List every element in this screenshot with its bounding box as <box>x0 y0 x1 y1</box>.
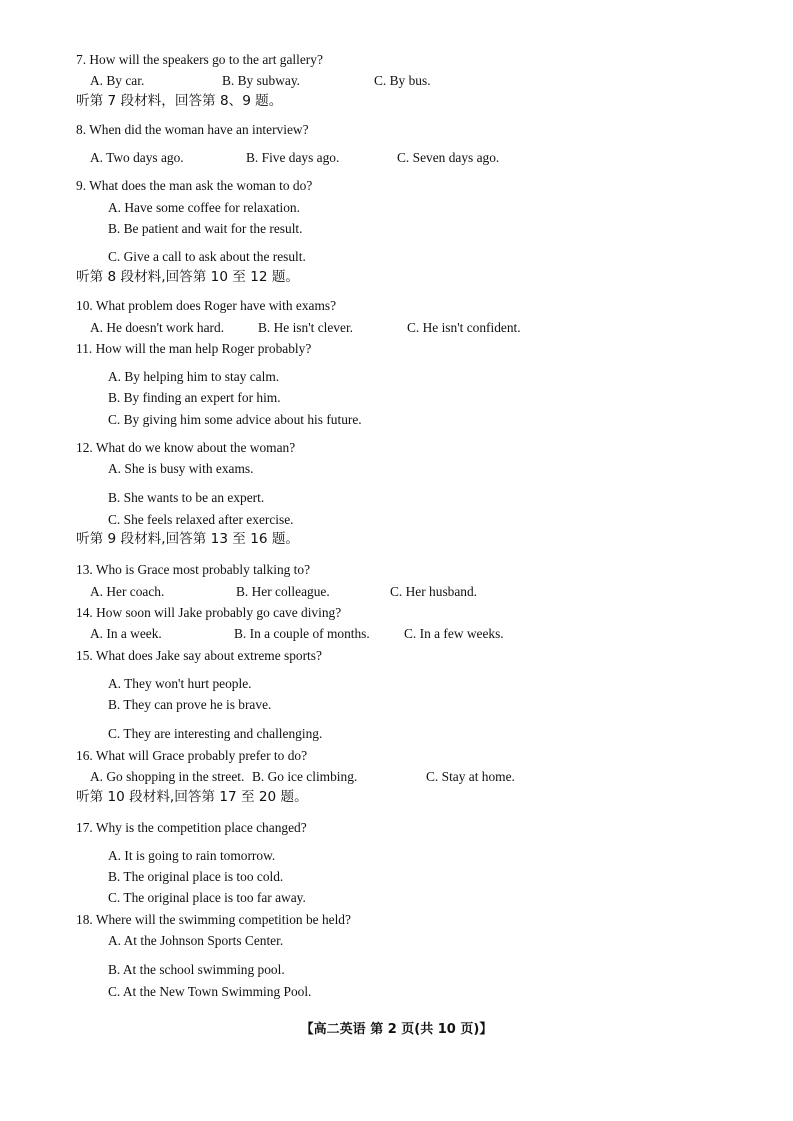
question-13-option-c: C. Her husband. <box>390 584 478 599</box>
question-16-option-b: B. Go ice climbing. <box>252 769 358 784</box>
question-13-stem: 13. Who is Grace most probably talking to? <box>76 562 311 577</box>
question-12-option-b: B. She wants to be an expert. <box>108 490 265 505</box>
question-13-option-b: B. Her colleague. <box>236 584 330 599</box>
question-13-option-a: A. Her coach. <box>90 584 165 599</box>
question-15-option-c: C. They are interesting and challenging. <box>108 726 323 741</box>
question-18-option-a: A. At the Johnson Sports Center. <box>108 933 284 948</box>
question-14-option-a: A. In a week. <box>90 626 162 641</box>
question-16-option-a: A. Go shopping in the street. <box>90 769 245 784</box>
question-14-option-c: C. In a few weeks. <box>404 626 504 641</box>
question-9-option-c: C. Give a call to ask about the result. <box>108 249 306 264</box>
question-8-option-c: C. Seven days ago. <box>397 150 500 165</box>
question-7-option-a: A. By car. <box>90 73 145 88</box>
question-18-option-b: B. At the school swimming pool. <box>108 962 285 977</box>
question-15-option-b: B. They can prove he is brave. <box>108 697 272 712</box>
question-9-stem: 9. What does the man ask the woman to do? <box>76 178 313 193</box>
question-10-option-c: C. He isn't confident. <box>407 320 521 335</box>
question-18-option-c: C. At the New Town Swimming Pool. <box>108 984 312 999</box>
question-12-option-c: C. She feels relaxed after exercise. <box>108 512 294 527</box>
question-11-stem: 11. How will the man help Roger probably? <box>76 341 312 356</box>
question-17-option-a: A. It is going to rain tomorrow. <box>108 848 276 863</box>
question-9-option-a: A. Have some coffee for relaxation. <box>108 200 300 215</box>
question-17-option-b: B. The original place is too cold. <box>108 869 284 884</box>
question-14-stem: 14. How soon will Jake probably go cave diving? <box>76 605 342 620</box>
question-16-stem: 16. What will Grace probably prefer to do? <box>76 748 308 763</box>
question-17-stem: 17. Why is the competition place changed? <box>76 820 307 835</box>
question-12-option-a: A. She is busy with exams. <box>108 461 254 476</box>
question-7-option-b: B. By subway. <box>222 73 300 88</box>
question-18-stem: 18. Where will the swimming competition be held? <box>76 912 351 927</box>
question-11-option-a: A. By helping him to stay calm. <box>108 369 280 384</box>
question-17-option-c: C. The original place is too far away. <box>108 890 306 905</box>
section-heading-9: 听第 9 段材料,回答第 13 至 16 题。 <box>76 531 300 547</box>
question-7-option-c: C. By bus. <box>374 73 431 88</box>
section-heading-8: 听第 8 段材料,回答第 10 至 12 题。 <box>76 269 300 285</box>
question-14-option-b: B. In a couple of months. <box>234 626 370 641</box>
question-15-stem: 15. What does Jake say about extreme sports? <box>76 648 322 663</box>
question-11-option-c: C. By giving him some advice about his future. <box>108 412 362 427</box>
question-9-option-b: B. Be patient and wait for the result. <box>108 221 303 236</box>
section-heading-7: 听第 7 段材料，回答第 8、9 题。 <box>76 93 283 109</box>
question-8-option-b: B. Five days ago. <box>246 150 340 165</box>
question-7-stem: 7. How will the speakers go to the art gallery? <box>76 52 323 67</box>
page-footer: 【高二英语 第 2 页(共 10 页)】 <box>300 1022 493 1037</box>
question-16-option-c: C. Stay at home. <box>426 769 515 784</box>
question-8-stem: 8. When did the woman have an interview? <box>76 122 309 137</box>
question-10-option-b: B. He isn't clever. <box>258 320 354 335</box>
question-12-stem: 12. What do we know about the woman? <box>76 440 296 455</box>
question-8-option-a: A. Two days ago. <box>90 150 184 165</box>
question-10-option-a: A. He doesn't work hard. <box>90 320 225 335</box>
question-11-option-b: B. By finding an expert for him. <box>108 390 281 405</box>
section-heading-10: 听第 10 段材料,回答第 17 至 20 题。 <box>76 789 308 805</box>
question-15-option-a: A. They won't hurt people. <box>108 676 252 691</box>
question-10-stem: 10. What problem does Roger have with exams? <box>76 298 337 313</box>
